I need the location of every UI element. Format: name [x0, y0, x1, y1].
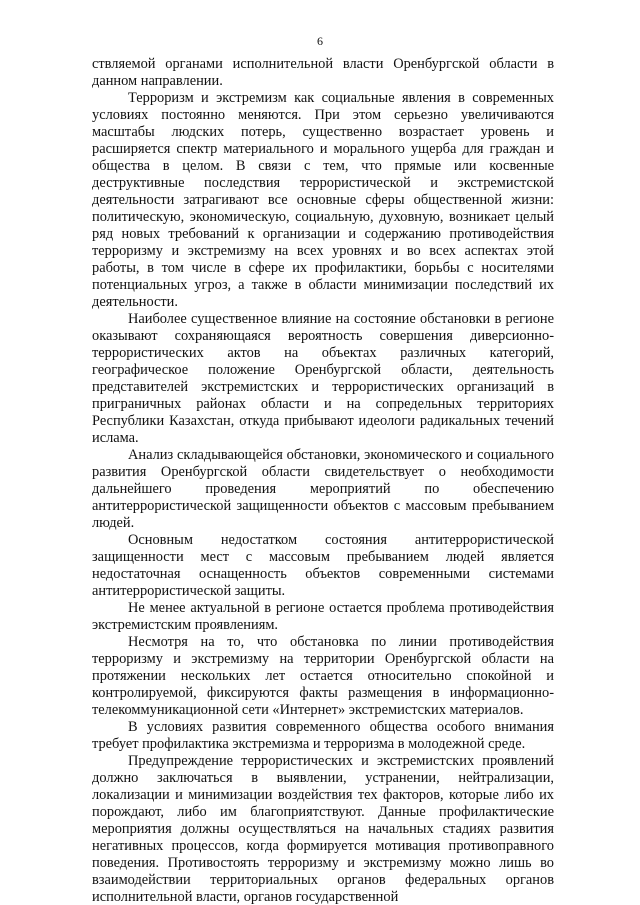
paragraph: В условиях развития современного общества особого внимания требует профилактика экстремизма и терроризма в молодежной среде.	[92, 719, 554, 752]
paragraph: Несмотря на то, что обстановка по линии противодействия терроризму и экстремизму на территории Оренбургской области на протяжении нескольких лет остается относительно спокойной и контролируемой, фиксируются факты размещения в информационно-телекоммуникационной сети «Интернет» экстремистских материалов.	[92, 634, 554, 718]
paragraph: Предупреждение террористических и экстремистских проявлений должно заключаться в выявлении, устранении, нейтрализации, локализации и минимизации воздействия тех факторов, которые либо их порождают, либо им благоприятствуют. Данные профилактические мероприятия должны осуществляться на начальных стадиях развития негативных процессов, когда формируется мотивация противоправного поведения. Противостоять терроризму и экстремизму можно лишь во взаимодействии территориальных органов федеральных органов исполнительной власти, органов государственной	[92, 753, 554, 905]
paragraph: Наиболее существенное влияние на состояние обстановки в регионе оказывают сохраняющаяся вероятность совершения диверсионно-террористических актов на объектах различных категорий, географическое положение Оренбургской области, деятельность представителей экстремистских и террористических организаций в приграничных районах области и на сопредельных территориях Республики Казахстан, откуда прибывают идеологи радикальных течений ислама.	[92, 311, 554, 446]
paragraph: Терроризм и экстремизм как социальные явления в современных условиях постоянно меняются. При этом серьезно увеличиваются масштабы людских потерь, существенно возрастает уровень и расширяется спектр материального и морального ущерба для граждан и общества в целом. В связи с тем, что прямые или косвенные деструктивные последствия террористической и экстремистской деятельности затрагивают все основные сферы общественной жизни: политическую, экономическую, социальную, духовную, возникает целый ряд новых требований к организации и содержанию противодействия терроризму и экстремизму на всех уровнях и во всех аспектах этой работы, в том числе в сфере их профилактики, борьбы с носителями потенциальных угроз, а также в области минимизации последствий их деятельности.	[92, 90, 554, 310]
page-number: 6	[317, 34, 323, 48]
document-body	[92, 56, 554, 905]
paragraph-continuation: ствляемой органами исполнительной власти Оренбургской области в данном направлении.	[92, 56, 554, 89]
paragraph: Основным недостатком состояния антитеррористической защищенности мест с массовым пребыванием людей является недостаточная оснащенность объектов современными системами антитеррористической защиты.	[92, 532, 554, 599]
paragraph: Анализ складывающейся обстановки, экономического и социального развития Оренбургской области свидетельствует о необходимости дальнейшего проведения мероприятий по обеспечению антитеррористической защищенности объектов с массовым пребыванием людей.	[92, 447, 554, 531]
paragraph: Не менее актуальной в регионе остается проблема противодействия экстремистским проявлениям.	[92, 600, 554, 633]
